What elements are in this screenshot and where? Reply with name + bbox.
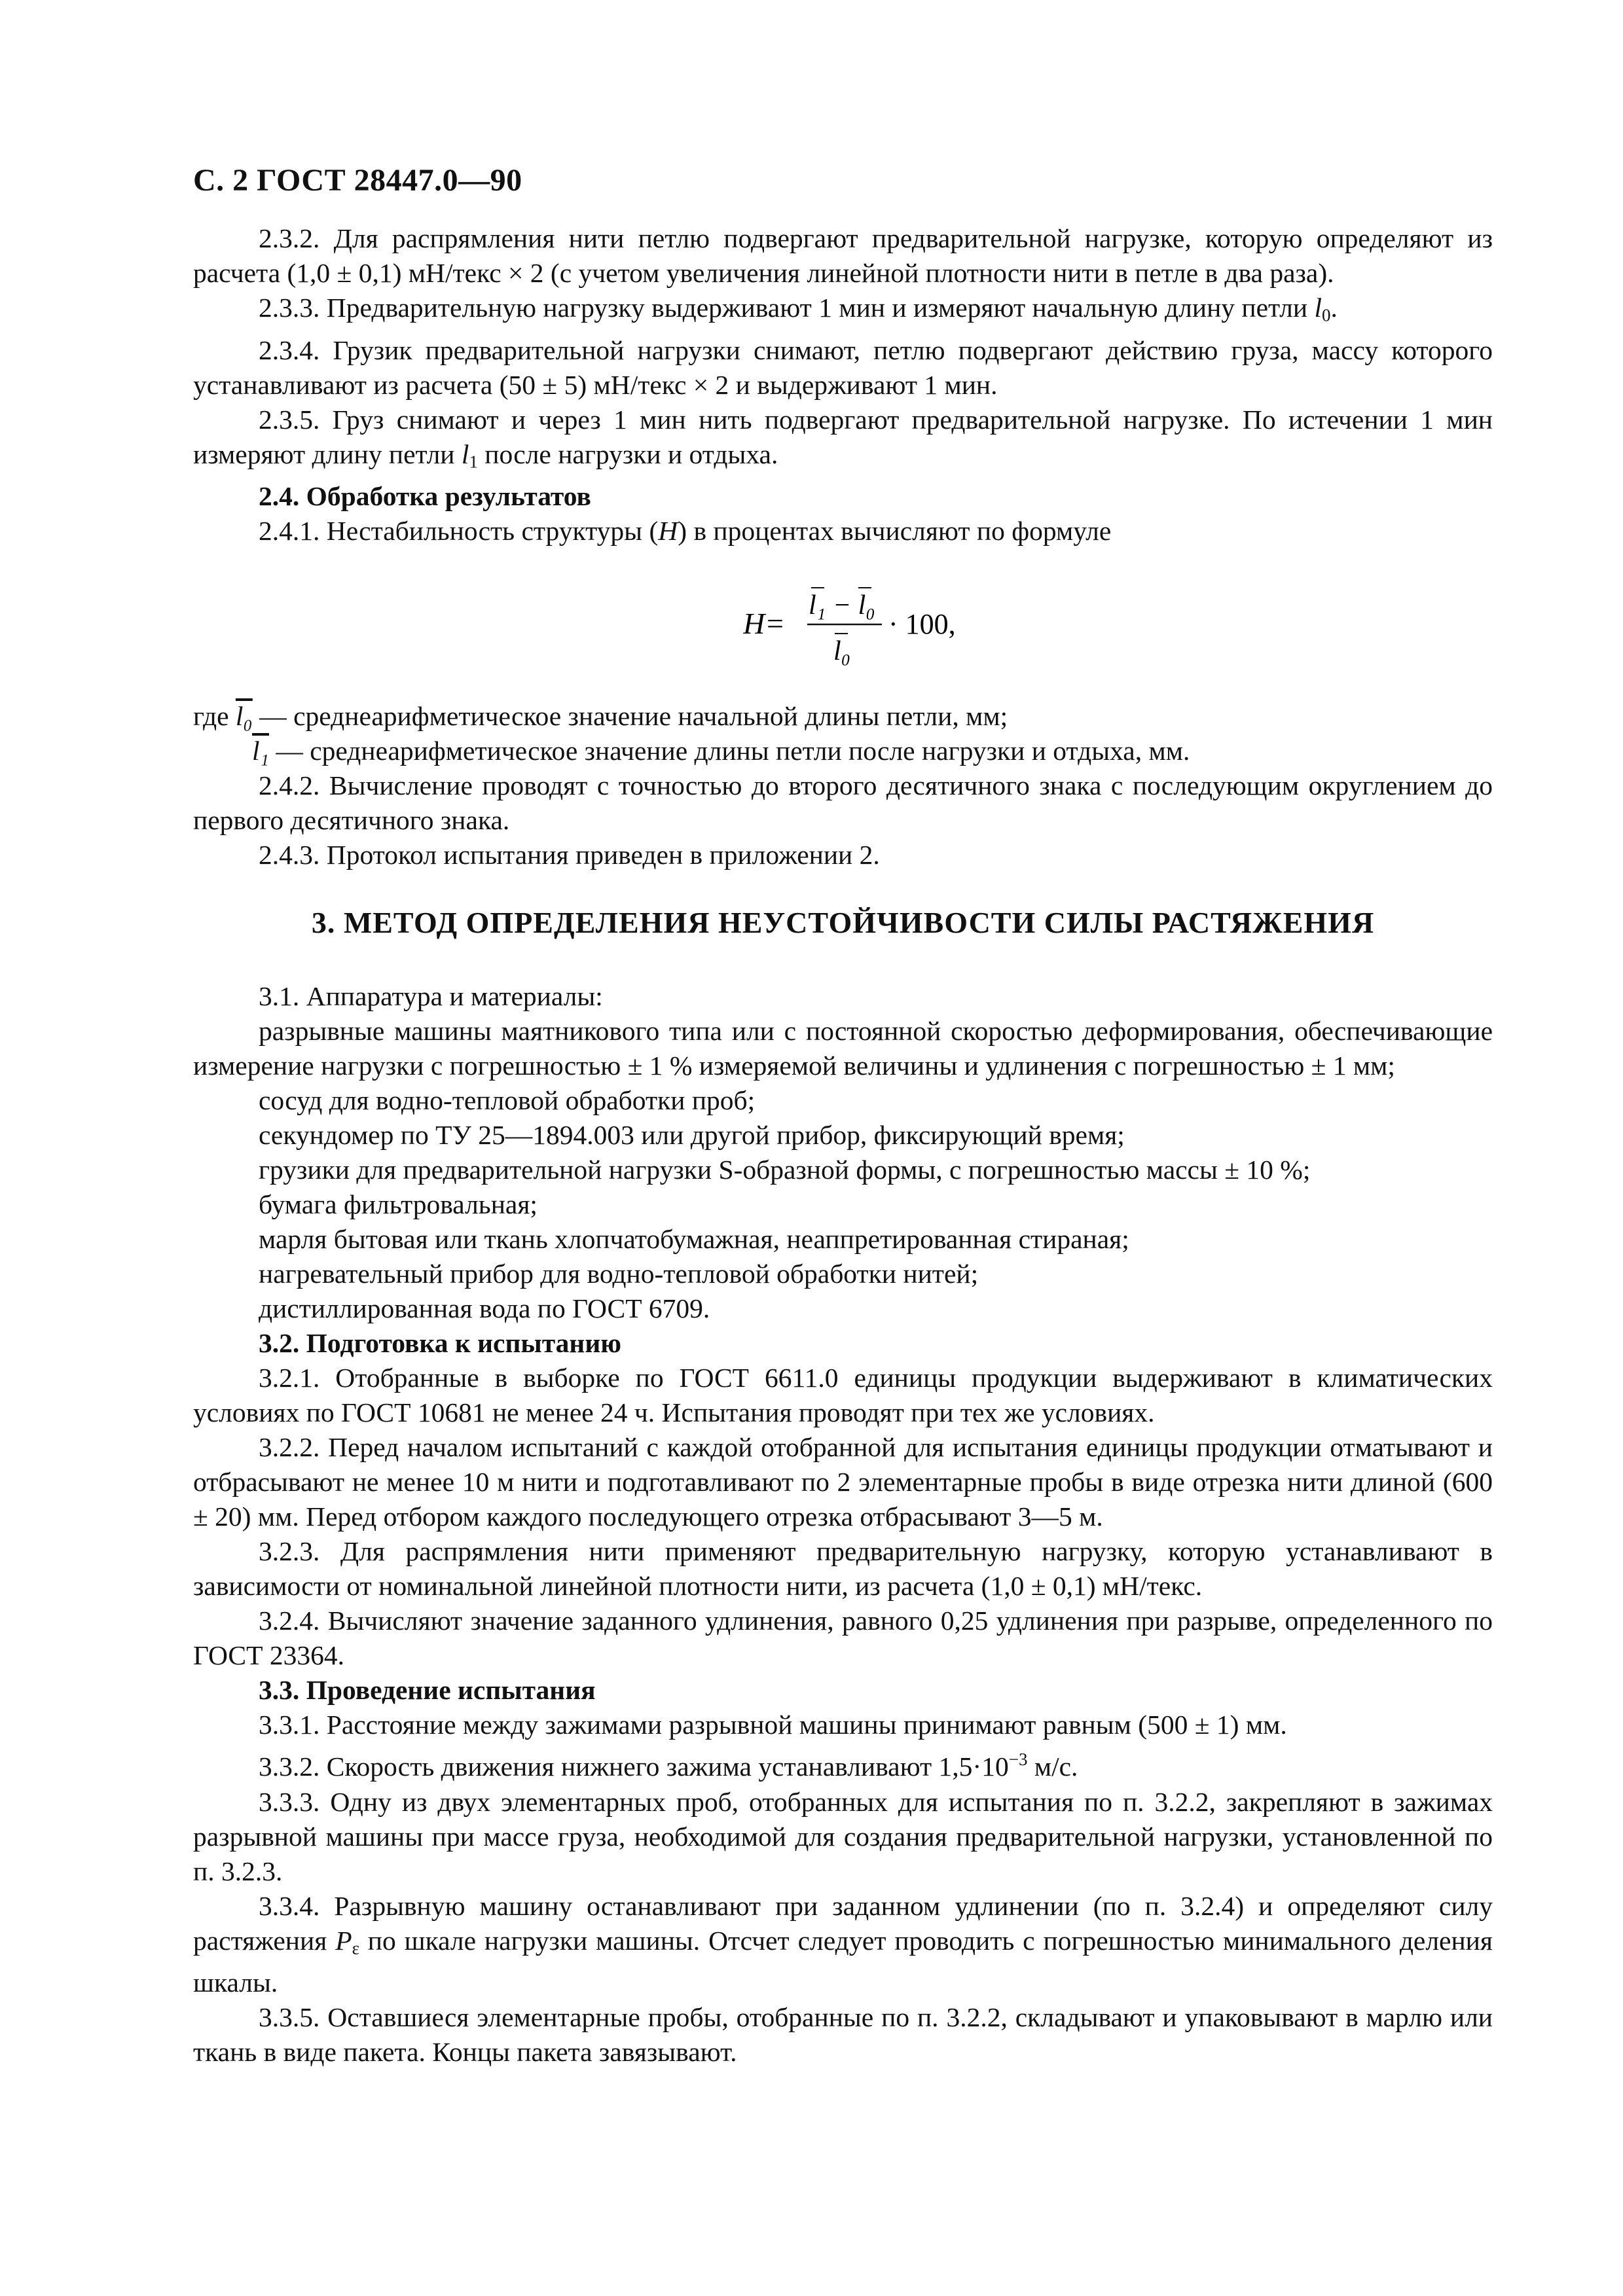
paragraph-text: 3.3.4. Разрывную машину останавливают при заданном удлинении (по п. 3.2.4) и определяют силу растяжения [193, 1890, 1493, 1956]
subscript: 1 [469, 452, 478, 472]
variable: l [461, 439, 469, 469]
section-3-title: 3. МЕТОД ОПРЕДЕЛЕНИЯ НЕУСТОЙЧИВОСТИ СИЛЫ РАСТЯЖЕНИЯ [311, 906, 1375, 940]
paragraph-3-2-4: 3.2.4. Вычисляют значение заданного удлинения, равного 0,25 удлинения при разрыве, определенного по ГОСТ 23364. [193, 1605, 1493, 1671]
paragraph-3-3-4 [193, 1889, 1493, 2001]
variable: P [335, 1925, 352, 1956]
paragraph-3-1: 3.1. Аппаратура и материалы: [259, 981, 603, 1012]
subheading-2-4: 2.4. Обработка результатов [259, 481, 591, 512]
where-l1 [193, 734, 1493, 768]
paragraph-3-3-1: 3.3.1. Расстояние между зажимами разрывной машины принимают равным (500 ± 1) мм. [259, 1710, 1287, 1740]
paragraph-text: 2.4.1. Нестабильность структуры ( [259, 516, 659, 547]
paragraph-text: ) в процентах вычисляют по формуле [678, 516, 1112, 547]
where-prefix: где [193, 701, 236, 732]
subheading-3-3: 3.3. Проведение испытания [259, 1675, 596, 1706]
formula-denominator: l₀ [833, 636, 851, 667]
paragraph-text: 3.3.2. Скорость движения нижнего зажима устанавливают 1,5·10 [259, 1751, 1009, 1782]
page-header: С. 2 ГОСТ 28447.0—90 [193, 163, 522, 198]
equipment-item: марля бытовая или ткань хлопчатобумажная, неаппретированная стираная; [259, 1224, 1129, 1255]
paragraph-3-3-2 [193, 1742, 1493, 1784]
equipment-item: нагревательный прибор для водно-тепловой обработки нитей; [259, 1259, 979, 1289]
subscript: 0 [1321, 305, 1331, 325]
equipment-item: грузики для предварительной нагрузки S-образной формы, с погрешностью массы ± 10 %; [259, 1155, 1311, 1185]
paragraph-text: после нагрузки и отдыха. [477, 439, 778, 469]
paragraph-text: 2.3.3. Предварительную нагрузку выдерживают 1 мин и измеряют начальную длину петли [259, 293, 1315, 323]
paragraph-text: по шкале нагрузки машины. Отсчет следует проводить с погрешностью минимального деления шкалы. [193, 1925, 1493, 1998]
paragraph-2-3-5 [193, 403, 1493, 480]
superscript: −3 [1008, 1749, 1028, 1770]
formula [743, 568, 1018, 679]
paragraph-2-4-2: 2.4.2. Вычисление проводят с точностью до второго десятичного знака с последующим округлением до первого десятичного знака. [193, 770, 1493, 836]
paragraph-3-2-1: 3.2.1. Отобранные в выборке по ГОСТ 6611.0 единицы продукции выдерживают в климатических условиях по ГОСТ 10681 не менее 24 ч. Испытания проводят при тех же условиях. [193, 1363, 1493, 1428]
paragraph-text: . [1330, 293, 1338, 323]
paragraph-2-4-3: 2.4.3. Протокол испытания приведен в приложении 2. [259, 840, 880, 870]
paragraph-2-3-4: 2.3.4. Грузик предварительной нагрузки снимают, петлю подвергают действию груза, массу которого устанавливают из расчета (50 ± 5) мН/текс × 2 и выдерживают 1 мин. [193, 334, 1493, 400]
paragraph-2-4-1 [193, 514, 1493, 548]
paragraph-2-3-2: 2.3.2. Для распрямления нити петлю подвергают предварительной нагрузке, которую определяют из расчета (1,0 ± 0,1) мН/текс × 2 (с учетом увеличения линейной плотности нити в петле в два раза). [193, 223, 1493, 288]
formula-tail: · 100, [888, 608, 956, 641]
paragraph-2-3-3 [193, 291, 1493, 333]
formula-numerator: l₁ − l₀ [809, 590, 875, 621]
equipment-item: секундомер по ТУ 25—1894.003 или другой прибор, фиксирующий время; [259, 1120, 1125, 1151]
variable: l₁ [252, 736, 269, 766]
paragraph-3-3-5: 3.3.5. Оставшиеся элементарные пробы, отобранные по п. 3.2.2, складывают и упаковывают в марлю или ткань в виде пакета. Концы пакета завязывают. [193, 2002, 1493, 2068]
equipment-item: разрывные машины маятникового типа или с постоянной скоростью деформирования, обеспечивающие измерение нагрузки с погрешностью ± 1 % измеряемой величины и удлинения с погрешностью ± 1 мм; [193, 1016, 1493, 1081]
paragraph-text: м/с. [1027, 1751, 1078, 1782]
paragraph-text: 2.3.5. Груз снимают и через 1 мин нить подвергают предварительной нагрузке. По истечении 1 мин измеряют длину петли [193, 404, 1493, 469]
formula-lhs: H [743, 607, 765, 641]
subheading-3-2: 3.2. Подготовка к испытанию [259, 1328, 621, 1359]
paragraph-3-2-3: 3.2.3. Для распрямления нити применяют предварительную нагрузку, которую устанавливают в зависимости от номинальной линейной плотности нити, из расчета (1,0 ± 0,1) мН/текс. [193, 1536, 1493, 1602]
equipment-item: сосуд для водно-тепловой обработки проб; [259, 1085, 756, 1116]
paragraph-3-3-3: 3.3.3. Одну из двух элементарных проб, отобранных для испытания по п. 3.2.2, закрепляют в зажимах разрывной машины при массе груза, необходимой для создания предварительной нагрузки, установленной по п. 3.2.3. [193, 1786, 1493, 1886]
formula-block [193, 548, 1493, 699]
paragraph-3-2-2: 3.2.2. Перед началом испытаний с каждой отобранной для испытания единицы продукции отматывают и отбрасывают не менее 10 м нити и подготавливают по 2 элементарные пробы в виде отрезка нити длиной (600 ± 20) мм. Перед отбором каждого последующего отрезка отбрасывают 3—5 м. [193, 1432, 1493, 1532]
formula-eq: = [767, 607, 784, 641]
subscript: ε [352, 1938, 359, 1958]
variable: H [658, 516, 678, 547]
where-text: — среднеарифметическое значение начальной длины петли, мм; [252, 701, 1008, 732]
variable: l [1314, 293, 1322, 323]
where-text: — среднеарифметическое значение длины петли после нагрузки и отдыха, мм. [268, 736, 1190, 766]
where-l0 [193, 699, 1493, 734]
equipment-item: бумага фильтровальная; [259, 1189, 538, 1220]
variable: l₀ [235, 701, 253, 732]
document-body [193, 221, 1493, 2070]
equipment-item: дистиллированная вода по ГОСТ 6709. [259, 1293, 710, 1324]
